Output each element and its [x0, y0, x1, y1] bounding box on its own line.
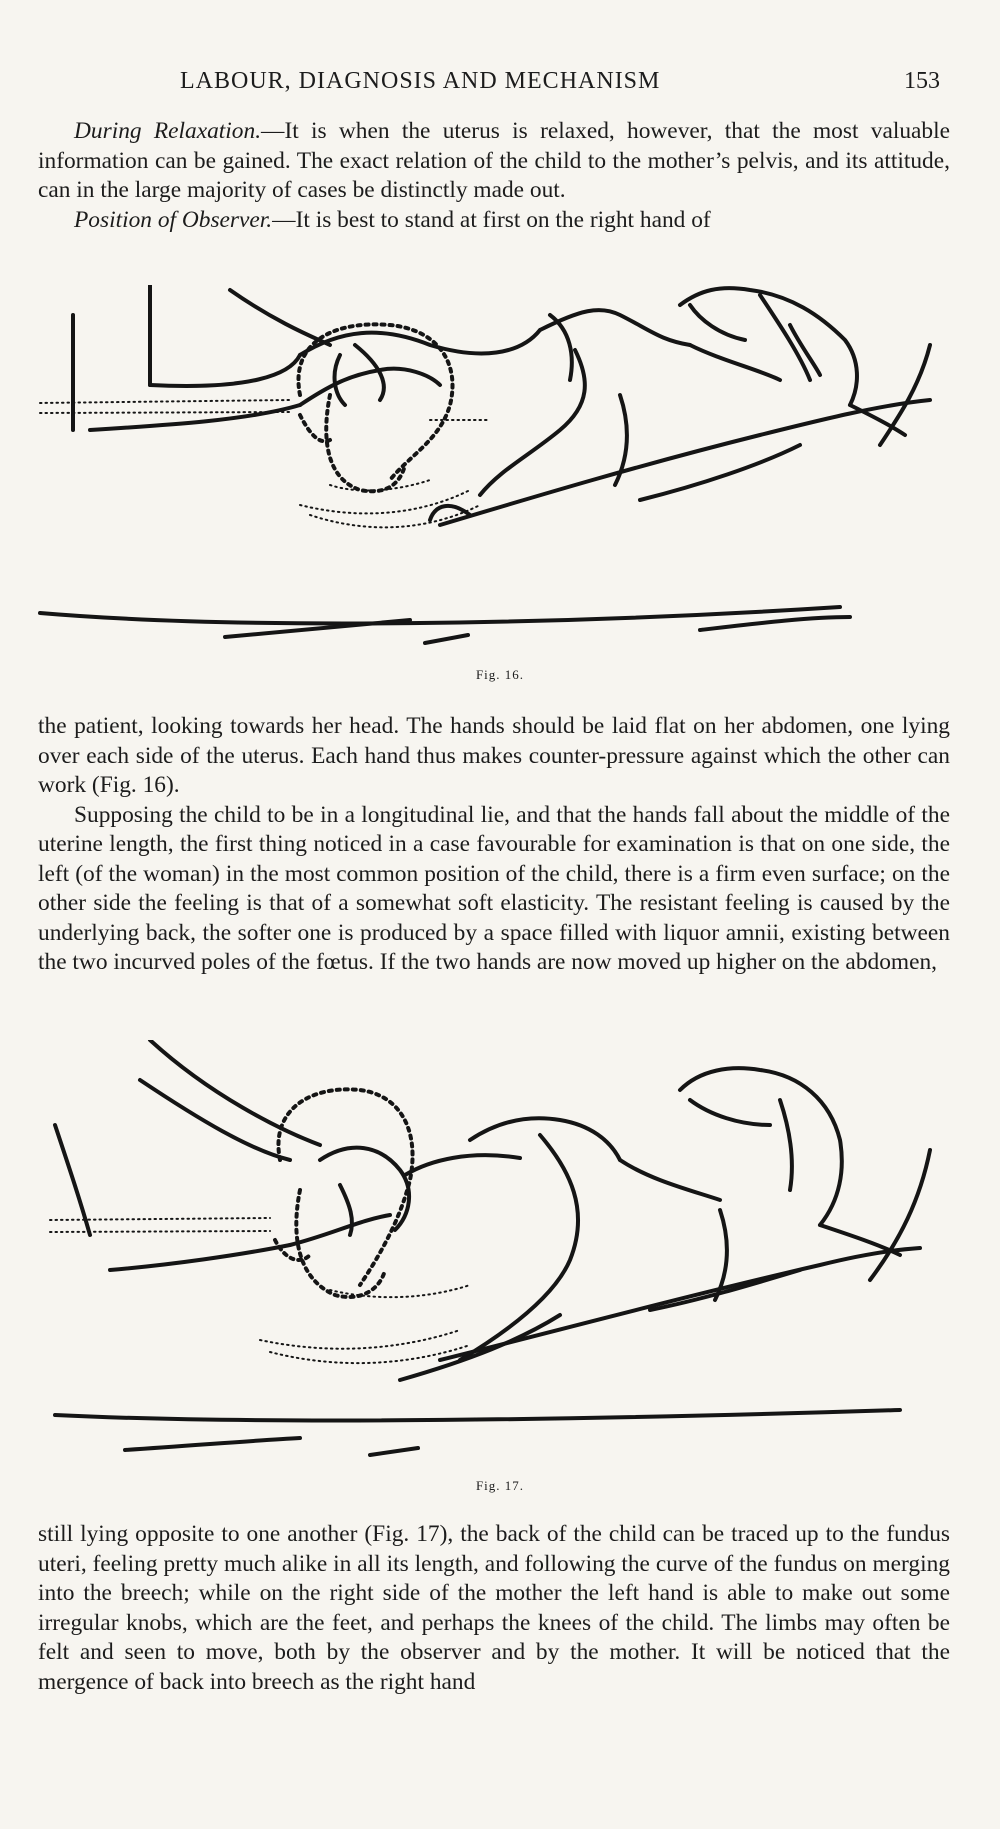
page-number: 153 [904, 68, 940, 94]
text-block-top [38, 117, 950, 235]
text-block-middle [38, 712, 950, 978]
paragraph-continuation: the patient, looking towards her head. The hands should be laid flat on her abdomen, one lying over each side of the uterus. Each hand thus makes counter-pressure against which the other can work (Fig. 16). [38, 713, 950, 798]
figure-17-illustration [0, 1040, 1000, 1470]
paragraph-heading: During Relaxation. [74, 118, 262, 144]
figure-17-caption: Fig. 17. [475, 1478, 525, 1493]
text-block-bottom [38, 1520, 950, 1697]
paragraph-heading: Position of Observer. [74, 206, 273, 233]
figure-16-illustration [0, 285, 1000, 655]
paragraph-text: —It is best to stand at first on the right hand of [272, 206, 711, 233]
paragraph-position-of-observer [38, 206, 950, 236]
paragraph-longitudinal-lie: Supposing the child to be in a longitudinal lie, and that the hands fall about the middle of the uterine length, the first thing noticed in a case favourable for examination is that on one side, the left (of the woman) in the most common position of the child, there is a firm even surface; on the other side the feeling is that of a somewhat soft elasticity. The resistant feeling is caused by the underlying back, the softer one is produced by a space filled with liquor amnii, existing between the two incurved poles of the fœtus. If the two hands are now moved up higher on the abdomen, [38, 801, 950, 975]
page-header [70, 68, 940, 108]
figure-16-caption: Fig. 16. [475, 667, 525, 682]
paragraph-during-relaxation [38, 117, 950, 206]
figure-16-drawing [0, 285, 1000, 655]
paragraph-text: —It is when the uterus is relaxed, however, that the most valuable information can be gained. The exact relation of the child to the mother’s pelvis, and its attitude, can in the large majority of cases be distinctly made out. [38, 118, 950, 203]
paragraph-continuation-2: still lying opposite to one another (Fig. 17), the back of the child can be traced up to the fundus uteri, feeling pretty much alike in all its length, and following the curve of the fundus on merging into the breech; while on the right side of the mother the left hand is able to make out some irregular knobs, which are the feet, and perhaps the knees of the child. The limbs may often be felt and seen to move, both by the observer and by the mother. It will be noticed that the mergence of back into breech as the right hand [38, 1521, 950, 1695]
running-head: LABOUR, DIAGNOSIS AND MECHANISM [180, 68, 661, 94]
figure-17-drawing [0, 1040, 1000, 1470]
